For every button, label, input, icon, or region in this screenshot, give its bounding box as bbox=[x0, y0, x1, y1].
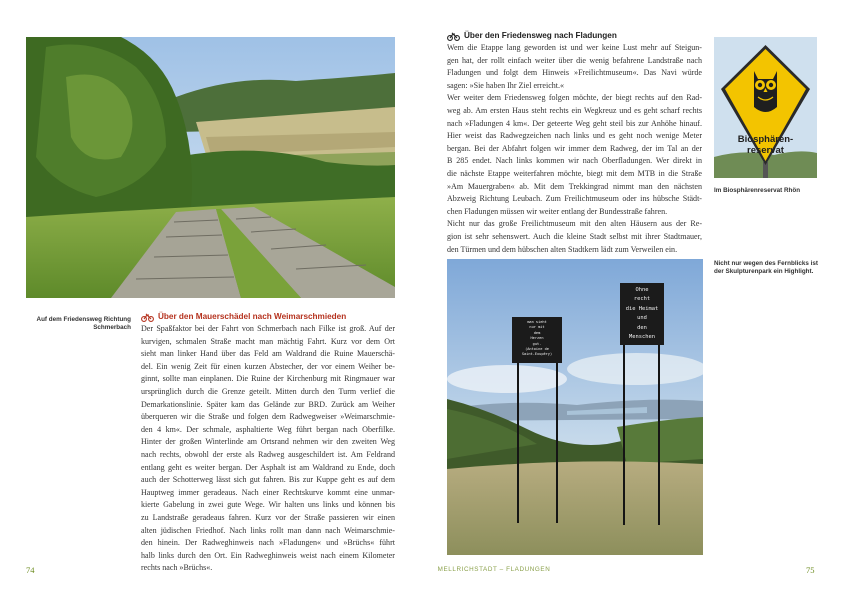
bicycle-icon bbox=[141, 313, 154, 322]
running-footer: MELLRICHSTADT – FLADUNGEN bbox=[437, 566, 551, 573]
text-line: Hauptweg immer geradeaus. Nach einer Rechtskurve kommt eine unmar- bbox=[141, 487, 395, 497]
text-line: Hier weist das Radwegzeichen nach links und es geht noch wenige Meter bbox=[447, 131, 702, 141]
bicycle-icon bbox=[447, 32, 460, 41]
text-line: ginnt, sollte man einplanen. Die Ruine der Kirchenburg mit Ringmauer war bbox=[141, 374, 395, 384]
photo-sculpture-park bbox=[447, 259, 703, 555]
text-line: del. Ein wenig Zeit für einen kurzen Abstecher, der vor einem Weiher be- bbox=[141, 361, 395, 371]
photo-caption-biosphere: Im Biosphärenreservat Rhön bbox=[714, 187, 801, 194]
text-line: »Am Mauergraben« ab. Mit dem Trekkingrad nimmt man den nächsten bbox=[447, 181, 702, 191]
photo-biosphere-sign bbox=[714, 37, 817, 178]
photo-caption-friedensweg: Auf dem Friedensweg Richtung Schmerbach bbox=[36, 316, 131, 331]
text-line: rechts nach »Brüchs«. bbox=[141, 563, 213, 573]
section-heading-mauerschaedel bbox=[141, 312, 346, 322]
page-number-left: 74 bbox=[26, 565, 35, 575]
sculpture-board-right-text: Ohne recht die Heimat und den Menschen bbox=[625, 287, 659, 341]
text-line: sagen: »Sie haben Ihr Ziel erreicht.« bbox=[447, 80, 565, 90]
text-line: gen hat, der rollt einfach weiter über die wenig befahrene Landstraße nach bbox=[447, 55, 702, 65]
text-line: kurvigen, schmalen Straße macht man mächtig Fahrt. Kurz vor dem Ort bbox=[141, 336, 395, 346]
text-line: B 285 endet. Nach links kommen wir nach Oberfladungen. Wer direkt in bbox=[447, 156, 702, 166]
text-line: kierte Gabelung in zwei gute Wege. Wir halten uns links und können bis bbox=[141, 500, 395, 510]
text-line: Wer weiter dem Friedensweg folgen möchte, der biegt rechts auf den Rad- bbox=[447, 93, 702, 103]
body-text-left bbox=[141, 323, 395, 575]
text-line: den Türmen und dem hübschen alten Stadtkern lädt zum Verweilen ein. bbox=[447, 244, 678, 254]
text-line: gion ist sehr sehenswert. Auch die kleine Stadt selbst mit ihrer Stadtmauer, bbox=[447, 231, 702, 241]
text-line: weg ab. Am ersten Haus steht rechts ein Wegkreuz und es geht scharf rechts bbox=[447, 105, 702, 115]
text-line: nach »Fladungen 4 km«. Der geteerte Weg geht steil bis zur Anhöhe hinauf. bbox=[447, 118, 702, 128]
text-line: entlang geht es weiter bergan. Der Asphalt ist am Waldrand zu Ende, doch bbox=[141, 462, 395, 472]
section-title: Über den Mauerschädel nach Weimarschmieden bbox=[158, 312, 347, 321]
text-line: den 4 km«. Der schmale, asphaltierte Weg führt bergan nach Oberfilke. bbox=[141, 424, 395, 434]
text-line: zu Landstraße geradeaus fahren. Kurz vor der Straße passieren wir einen bbox=[141, 512, 395, 522]
text-line: Der Spaßfaktor bei der Fahrt von Schmerbach nach Filke ist groß. Auf der bbox=[141, 324, 395, 333]
text-line: Fladungen und folgt dem Hinweis »Freilichtmuseum«. Das Navi würde bbox=[447, 68, 702, 78]
section-heading-friedensweg bbox=[447, 31, 617, 41]
text-line: die nächste Etappe weiterfahren möchte, biegt mit dem MTB in die Straße bbox=[447, 168, 702, 178]
text-line: Hinter der großen Winterlinde am Ortsrand nehmen wir den zweiten Weg bbox=[141, 437, 395, 447]
sign-text: Biosphären- reservat bbox=[737, 134, 794, 156]
text-line: überqueren wir die Straße und folgen dem Radwegweiser »Weimarschmie- bbox=[141, 412, 395, 422]
text-line: Demarkationslinie. Später kam das Gelände zur BRD. Zurück am Weiher bbox=[141, 399, 395, 409]
text-line: Wem die Etappe lang geworden ist und wer keine Lust mehr auf Steigun- bbox=[447, 43, 702, 52]
sculpture-board-left-text: man sieht nur mit dem Herzen gut. (Antoine de Saint-Exupéry) bbox=[521, 320, 553, 357]
text-line: den hinein. Der Radweghinweis nach »Fladungen« und »Brüchs« führt bbox=[141, 538, 395, 548]
text-line: ursprünglich durch die Grenze geteilt. Mitten durch den Turm verlief die bbox=[141, 386, 395, 396]
text-line: bergan. Bei der Abfahrt folgen wir immer dem Radweg, der im Tal an der bbox=[447, 143, 702, 153]
text-line: halb links durch den Ort. Ein Radweghinweis weist nach einem Kilometer bbox=[141, 550, 395, 560]
text-line: Nicht nur das große Freilichtmuseum mit den alten Häusern aus der Re- bbox=[447, 219, 702, 229]
text-line: auch der Schotterweg lässt sich gut fahren. Bis zur Kuppe geht es auf dem bbox=[141, 475, 395, 485]
section-title: Über den Friedensweg nach Fladungen bbox=[464, 31, 617, 40]
page-number-right: 75 bbox=[806, 565, 815, 575]
body-text-right bbox=[447, 42, 702, 256]
text-line: chen Fladungen müssen wir weiter entlang der Bundesstraße fahren. bbox=[447, 206, 668, 216]
text-line: nach rechts, obwohl der erste als Radweg ausgeschildert ist. Am Feldrand bbox=[141, 449, 395, 459]
text-line: Abzweig Richtung Leubach. Zum Freilichtmuseum oder ins hübsche Städt- bbox=[447, 194, 702, 204]
text-line: alten jüdischen Friedhof. Nach links rollt man dann nach Weimarschmie- bbox=[141, 525, 395, 535]
photo-caption-sculpture-park: Nicht nur wegen des Fernblicks ist der Skulpturenpark ein Highlight. bbox=[714, 260, 818, 275]
photo-friedensweg-path bbox=[26, 37, 395, 298]
text-line: sieht man linker Hand über das Feld am Waldrand die Ruine Mauerschä- bbox=[141, 349, 395, 359]
